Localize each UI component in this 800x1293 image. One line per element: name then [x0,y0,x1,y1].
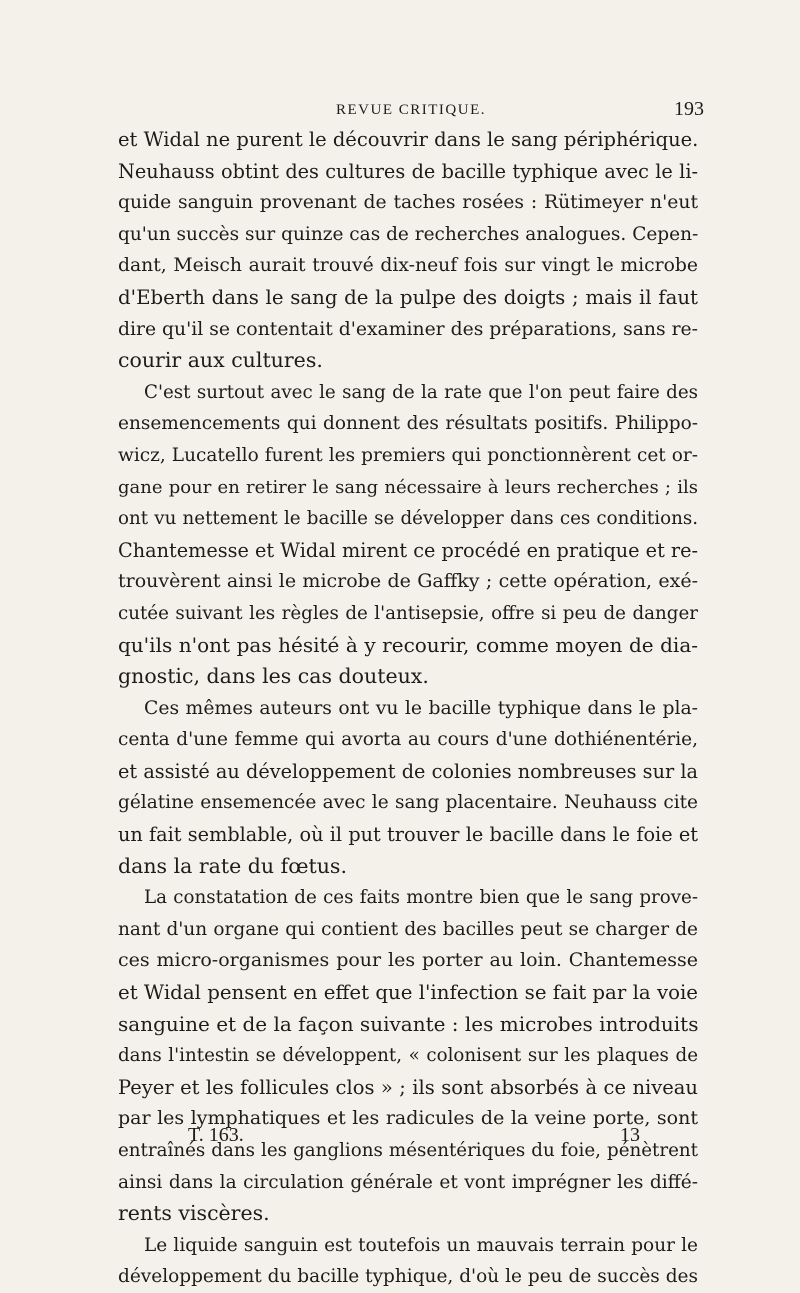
text-line: cutée suivant les règles de l'antisepsie, offre si peu de danger [118,602,698,624]
text-line: gnostic, dans les cas douteux. [118,664,429,689]
text-line: entraînés dans les ganglions mésentériques du foie, pénètrent [118,1140,698,1161]
text-line: dant, Meisch aurait trouvé dix-neuf fois sur vingt le microbe [118,255,698,277]
text-line: ainsi dans la circulation générale et vont imprégner les diffé- [118,1171,698,1193]
volume-signature: T. 163. [188,1124,244,1146]
text-line: par les lymphatiques et les radicules de la veine porte, sont [118,1107,698,1130]
page-number: 193 [674,98,704,120]
text-line: dans l'intestin se développent, « colonisent sur les plaques de [118,1045,698,1067]
text-line: un fait semblable, où il put trouver le bacille dans le foie et [118,823,698,847]
text-line: quide sanguin provenant de taches rosées : Rütimeyer n'eut [118,192,698,214]
body-text [118,124,698,1293]
text-line: et Widal ne purent le découvrir dans le sang périphérique. [118,128,699,151]
text-line: wicz, Lucatello furent les premiers qui ponctionnèrent cet or- [118,444,698,466]
text-line: et Widal pensent en effet que l'infection se fait par la voie [118,981,698,1005]
text-line: nant d'un organe qui contient des bacilles peut se charger de [118,918,698,940]
text-line: et assisté au développement de colonies nombreuses sur la [118,759,698,783]
running-head [118,98,704,122]
running-title: REVUE CRITIQUE. [336,102,486,118]
text-line: dans la rate du fœtus. [118,853,347,878]
text-line: ensemencements qui donnent des résultats positifs. Philippo- [118,413,698,435]
page-footer [188,1124,640,1152]
text-line: Chantemesse et Widal mirent ce procédé en pratique et re- [118,538,699,562]
text-line: qu'ils n'ont pas hésité à y recourir, comme moyen de dia- [118,632,698,657]
text-line: Peyer et les follicules clos » ; ils sont absorbés à ce niveau [118,1075,698,1099]
text-line: développement du bacille typhique, d'où le peu de succès des [118,1266,698,1288]
text-line: dire qu'il se contentait d'examiner des préparations, sans re- [118,318,698,340]
text-line: courir aux cultures. [118,348,323,373]
paragraph-start-line: Le liquide sanguin est toutefois un mauvais terrain pour le [144,1234,698,1256]
text-line: centa d'une femme qui avorta au cours d'une dothiénentérie, [118,729,698,751]
paragraph-start-line: La constatation de ces faits montre bien que le sang prove- [144,887,698,909]
text-line: Neuhauss obtint des cultures de bacille typhique avec le li- [118,159,698,183]
paragraph-start-line: C'est surtout avec le sang de la rate que l'on peut faire des [144,381,698,403]
text-line: ont vu nettement le bacille se développer dans ces conditions. [118,508,698,530]
text-line: qu'un succès sur quinze cas de recherches analogues. Cepen- [118,223,699,245]
text-line: trouvèrent ainsi le microbe de Gaffky ; cette opération, exé- [118,570,698,593]
text-line: ces micro-organismes pour les porter au loin. Chantemesse [118,949,698,972]
text-line: gélatine ensemencée avec le sang placentaire. Neuhauss cite [118,792,698,814]
text-line: gane pour en retirer le sang nécessaire à leurs recherches ; ils [118,476,698,498]
text-line: d'Eberth dans le sang de la pulpe des doigts ; mais il faut [118,285,698,309]
text-line: sanguine et de la façon suivante : les microbes introduits [118,1011,699,1036]
sheet-number: 13 [620,1124,640,1146]
paragraph-start-line: Ces mêmes auteurs ont vu le bacille typhique dans le pla- [144,697,698,719]
text-line: rents viscères. [118,1201,270,1226]
